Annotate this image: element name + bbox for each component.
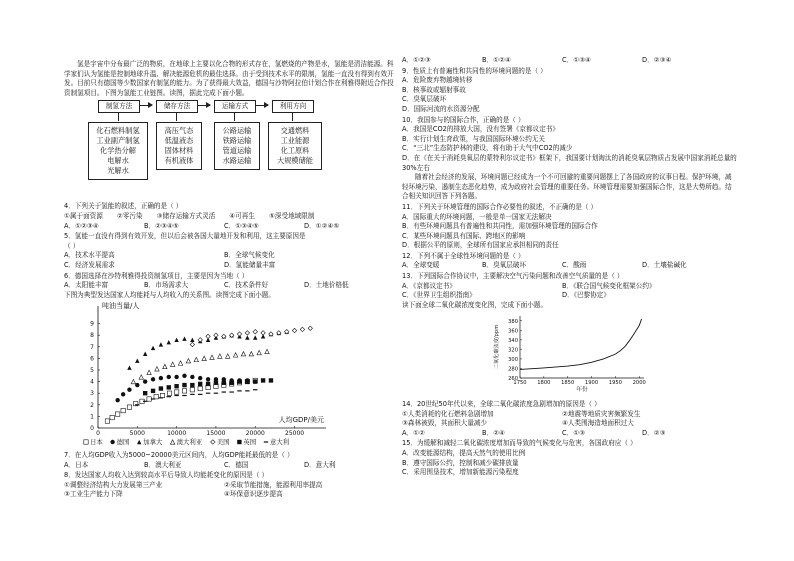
- data-point-3: [226, 354, 230, 358]
- data-point-0: [105, 419, 109, 423]
- data-point-1: [190, 375, 194, 379]
- data-point-1: [167, 375, 171, 379]
- q8-item: ①调整经济结构大力发展第三产业: [64, 480, 163, 489]
- question-7-options: [64, 461, 394, 471]
- data-point-5: [229, 381, 233, 385]
- data-point-0: [174, 390, 178, 394]
- question-10-stem: 10．我国参与的国际合作，正确的是（ ）: [402, 115, 525, 124]
- flow-item: 电解水: [107, 156, 129, 166]
- q6-option-d[interactable]: D．土地价格低: [304, 281, 349, 290]
- q10-option-d[interactable]: D．在《在关于消耗臭氧层的蒙特利尔议定书》框架下，我国要计划淘汰的消耗臭氧层物质占发展中国家消耗总量的30%左右: [402, 153, 737, 172]
- data-point-3: [241, 352, 245, 356]
- question-6-stem: 6．德国选择在沙特利雅得投资制氢项目，主要是因为当地（ ）: [64, 271, 249, 280]
- data-point-3: [233, 353, 237, 357]
- y-tick-label: 280: [508, 366, 518, 373]
- data-point-0: [147, 397, 151, 401]
- data-point-0: [127, 405, 131, 409]
- q8-option-a[interactable]: A．①②③: [402, 56, 431, 64]
- q8-option-b[interactable]: B．①②④: [482, 56, 511, 64]
- question-11-stem: 11．下列关于环境管理的国际合作必要性的叙述，不正确的是（ ）: [402, 202, 598, 211]
- y-tick-label: 4: [90, 378, 94, 386]
- data-point-3: [194, 358, 198, 362]
- data-point-5: [237, 380, 241, 384]
- flow-item: 化学热分解: [100, 146, 136, 156]
- data-point-4: [214, 333, 218, 337]
- data-point-1: [198, 376, 202, 380]
- question-9-stem: 9．性质上有普遍性和共同性的环境问题的是（ ）: [402, 66, 547, 75]
- data-point-5: [174, 384, 178, 388]
- question-8-items: [64, 481, 394, 500]
- y-tick-label: 380: [508, 319, 518, 326]
- y-tick-label: 3: [90, 390, 94, 398]
- flow-item: 交通燃料: [280, 126, 310, 136]
- q14-option-a[interactable]: A．①②: [402, 428, 425, 437]
- x-tick-label: 25000: [285, 430, 305, 438]
- data-point-3: [155, 367, 159, 371]
- flow-box-storage: [156, 122, 202, 170]
- flow-down-arrow-3: [234, 113, 235, 121]
- y-tick-label: 2: [90, 402, 94, 410]
- legend-marker-4: [211, 440, 215, 444]
- data-point-2: [127, 366, 131, 370]
- x-tick-label: 1950: [608, 380, 622, 387]
- data-point-3: [163, 365, 167, 369]
- data-point-5: [206, 382, 210, 386]
- question-14-stem: 14．20世纪50年代以来，全球二氧化碳浓度急剧增加的原因是（ ）: [402, 400, 601, 409]
- intro-2: 下图为典型发达国家人均能耗与人均收入的关系图。读图完成下面小题。: [64, 290, 275, 299]
- question-5-stem: 5．氢能一直没有得到有效开发，但以后会被各国大量地开发和利用，这主要原因是: [64, 232, 306, 241]
- legend-label-0: 日本: [90, 438, 103, 447]
- data-point-5: [214, 381, 218, 385]
- q10-option-c[interactable]: C．“三北”生态防护林的建设，将有助于大气中CO2的减少: [402, 144, 573, 153]
- legend-label-5: 英国: [243, 438, 257, 447]
- question-8-options: [402, 56, 738, 66]
- q14-item: ①人类消耗的化石燃料急剧增加: [402, 409, 494, 418]
- question-4-options: [64, 222, 394, 232]
- data-point-1: [121, 392, 125, 396]
- x-tick-label: 1800: [537, 380, 551, 387]
- y-tick-label: 260: [508, 376, 518, 383]
- flow-item: 公路运输: [222, 126, 252, 136]
- intro-paragraph: 氢是宇宙中分布最广泛的物质，在地球上主要以化合物的形式存在，氢燃烧的产物是水，氢能是清洁能源。科学家们认为氢能是控制地球升温、解决能源危机的最佳选择。由于受到技术水平的限制，氢能一直没有得到有效开发。目前只有德国等少数国家有制氢的能力。为了获得最大效益，德国与沙特阿拉伯计划合作在利雅得附近合作投资制氢项目。下图为氢能工业链图。读图，据此完成下面小题。: [64, 60, 394, 97]
- question-14-options: [402, 429, 738, 439]
- y-tick-label: 8: [90, 332, 94, 340]
- q6-option-a[interactable]: A．太阳能丰富: [64, 281, 109, 290]
- data-point-1: [115, 398, 119, 402]
- q6-option-b[interactable]: B．市场需求大: [144, 281, 189, 290]
- q4-option-d[interactable]: D．①②④⑤: [304, 221, 340, 230]
- q5-option-a[interactable]: A．技术水平提高: [64, 251, 115, 260]
- y-tick-label: 300: [508, 357, 518, 364]
- flow-item: 工业副产制氢: [96, 136, 140, 146]
- q9-option-c[interactable]: C．臭氧层破坏: [402, 95, 447, 104]
- y-axis-label: 吨油当量/人: [102, 302, 140, 311]
- data-point-4: [245, 331, 249, 335]
- data-point-5: [182, 383, 186, 387]
- data-point-4: [198, 338, 202, 342]
- q12-option-d[interactable]: D．土壤盐碱化: [642, 261, 687, 270]
- q4-item: ①属于面资源: [64, 211, 103, 220]
- data-point-0: [198, 387, 202, 391]
- data-point-2: [167, 340, 171, 344]
- data-point-5: [190, 383, 194, 387]
- y-tick-label: 340: [508, 338, 518, 345]
- data-point-4: [300, 328, 304, 332]
- q9-option-d[interactable]: D．国际河流的水资源分配: [402, 104, 480, 113]
- data-point-5: [245, 380, 249, 384]
- y-tick-label: 7: [90, 344, 94, 352]
- energy-gdp-chart-wrap: [76, 300, 394, 450]
- question-5-paren: （ ）: [64, 241, 80, 250]
- data-point-3: [131, 380, 135, 384]
- data-point-1: [174, 375, 178, 379]
- data-point-3: [178, 361, 182, 365]
- flow-item: 化石燃料制氢: [96, 126, 140, 136]
- flow-item: 水路运输: [222, 156, 252, 166]
- q11-option-b[interactable]: B．有些环境问题具有普遍性和共同性，需加强环境管理的国际合作: [402, 222, 598, 231]
- q8-item: ③工业生产能力下降: [64, 490, 123, 499]
- flow-header-storage: 储存方法: [156, 100, 198, 113]
- data-point-1: [143, 380, 147, 384]
- q8-item: ④环保意识逐步提高: [224, 490, 283, 499]
- legend-label-4: 美国: [216, 438, 230, 447]
- data-point-3: [265, 350, 269, 354]
- x-tick-label: 10000: [167, 430, 187, 438]
- data-point-1: [151, 377, 155, 381]
- question-15-stem: 15．为缓解和减轻二氧化碳浓度增加而导致的气候变化与危害，各国政府应（ ）: [402, 439, 637, 448]
- data-point-5: [253, 380, 257, 384]
- flow-box-production: [88, 122, 148, 180]
- data-point-0: [160, 394, 164, 398]
- data-point-2: [135, 359, 139, 363]
- data-point-5: [222, 381, 226, 385]
- data-point-4: [253, 330, 257, 334]
- data-point-0: [154, 395, 158, 399]
- x-tick-label: 1900: [584, 380, 599, 387]
- q13-option-d[interactable]: D．《巴黎协定》: [562, 291, 610, 300]
- y-tick-label: 360: [508, 328, 518, 335]
- data-point-0: [167, 391, 171, 395]
- q4-option-b[interactable]: B．②③④⑤: [144, 221, 179, 230]
- q14-option-b[interactable]: B．②④: [482, 428, 505, 437]
- data-point-0: [190, 388, 194, 392]
- question-14-items: [402, 410, 738, 429]
- q14-item: ④人类围海造地面积过大: [562, 419, 634, 428]
- flow-header-production: 制氢方法: [98, 100, 140, 113]
- legend-label-6: 意大利: [270, 438, 290, 447]
- data-point-2: [151, 346, 155, 350]
- flow-box-transport: [214, 122, 260, 170]
- flow-item: 高压气态: [164, 126, 194, 136]
- x-tick-label: 15000: [206, 430, 226, 438]
- question-5-options: [64, 251, 394, 270]
- x-tick-label: 2000: [632, 380, 646, 387]
- data-point-3: [170, 362, 174, 366]
- data-point-4: [206, 334, 210, 338]
- data-point-0: [115, 412, 119, 416]
- y-axis-label: 二氧化碳浓度/ppm: [494, 325, 500, 370]
- q4-option-c[interactable]: C．①③④⑤: [224, 221, 259, 230]
- co2-chart-wrap: [492, 312, 738, 398]
- legend-marker-3: [170, 440, 174, 444]
- q8-option-d[interactable]: D．②③④: [642, 56, 672, 64]
- data-point-3: [139, 375, 143, 379]
- question-6-options: [64, 281, 394, 291]
- q4-item: ⑤深受地域限制: [268, 211, 315, 220]
- legend-label-3: 澳大利亚: [176, 438, 203, 447]
- data-point-2: [245, 336, 249, 340]
- x-axis-label: 人均GDP/美元: [278, 416, 324, 425]
- data-point-4: [190, 343, 194, 347]
- data-point-3: [249, 352, 253, 356]
- q4-item: ④可再生: [229, 211, 255, 220]
- q7-option-c[interactable]: C．德国: [224, 460, 249, 469]
- question-7-stem: 7．在人均GDP收入为5000~20000美元区间内，人均GDP能耗最低的是（ ）: [64, 450, 294, 459]
- data-point-2: [190, 338, 194, 342]
- x-tick-label: 1750: [513, 380, 527, 387]
- legend-label-2: 加拿大: [143, 438, 163, 447]
- data-point-4: [261, 331, 265, 335]
- data-point-1: [206, 377, 210, 381]
- data-point-3: [186, 359, 190, 363]
- q9-option-a[interactable]: A．危险废弃物越境转移: [402, 76, 473, 85]
- flow-item: 低温液态: [164, 136, 194, 146]
- question-4-stem: 4．下列关于氢能的叙述，正确的是（ ）: [64, 202, 183, 211]
- co2-concentration-line-chart: [492, 312, 652, 394]
- q11-option-c[interactable]: C．某些环境问题具有国际、跨地区的影响: [402, 231, 526, 240]
- flow-item: 光解水: [107, 166, 129, 176]
- q14-option-c[interactable]: C．①③: [562, 428, 586, 437]
- q4-item: ③储存运输方式灵活: [156, 211, 216, 220]
- flow-arrow-2: [198, 105, 210, 106]
- q4-item: ②零污染: [116, 211, 143, 220]
- data-point-1: [182, 374, 186, 378]
- flow-header-usage: 利用方向: [272, 100, 314, 113]
- q6-option-c[interactable]: C．技术条件好: [224, 281, 269, 290]
- x-tick-label: 5000: [129, 430, 145, 438]
- y-tick-label: 9: [90, 320, 94, 328]
- x-axis-label: 年份: [576, 387, 588, 394]
- flow-item: 固体材料: [164, 146, 194, 156]
- x-tick-label: 0: [96, 430, 100, 438]
- question-12-options: [402, 261, 738, 271]
- data-point-5: [167, 386, 171, 390]
- co2-series-line: [520, 319, 642, 370]
- data-point-2: [143, 352, 147, 356]
- y-tick-label: 1: [90, 413, 94, 421]
- data-point-2: [182, 337, 186, 341]
- data-point-4: [237, 332, 241, 336]
- q9-option-b[interactable]: B．核事故或辐射事故: [402, 85, 466, 94]
- question-13-options: [402, 282, 738, 301]
- data-point-5: [159, 387, 163, 391]
- data-point-2: [174, 338, 178, 342]
- data-point-1: [127, 388, 131, 392]
- data-point-3: [257, 351, 261, 355]
- q13-option-c[interactable]: C．《世界卫生组织指南》: [402, 291, 476, 300]
- hydrogen-flow-diagram: [98, 100, 394, 200]
- flow-down-arrow-2: [176, 113, 177, 121]
- data-point-4: [292, 329, 296, 333]
- data-point-0: [110, 416, 114, 420]
- flow-item: 化工原料: [280, 146, 310, 156]
- legend-marker-1: [110, 440, 114, 444]
- data-point-0: [121, 409, 125, 413]
- y-tick-label: 320: [508, 347, 518, 354]
- q12-option-c[interactable]: C．酸雨: [562, 261, 587, 270]
- q14-item: ②地震等地质灾害频繁发生: [562, 409, 641, 418]
- q5-option-d[interactable]: D．氢能储量丰富: [224, 260, 276, 269]
- data-point-0: [182, 389, 186, 393]
- flow-header-transport: 运输方式: [214, 100, 256, 113]
- data-point-5: [143, 391, 147, 395]
- flow-item: 工业能源: [280, 136, 310, 146]
- q10-option-a[interactable]: A．我国是CO2的排放大国，没有签署《京都议定书》: [402, 125, 559, 134]
- flow-item: 有机液体: [164, 156, 194, 166]
- x-tick-label: 20000: [245, 430, 265, 438]
- legend-label-1: 德国: [116, 438, 130, 447]
- left-column: [64, 60, 394, 500]
- legend-marker-5: [237, 440, 241, 444]
- q10-option-b[interactable]: B．实行计划生育政策，与我国国际环境公约无关: [402, 134, 545, 143]
- q5-option-c[interactable]: C．经济发展需求: [64, 260, 115, 269]
- q15-option-c[interactable]: C．采用围垦技术，增加新能源污染程度: [402, 468, 519, 477]
- x-tick-label: 1850: [561, 380, 575, 387]
- q8-option-c[interactable]: C．①③④: [562, 56, 591, 64]
- question-13-stem: 13．下列国际合作协议中，主要解决空气污染问题和改善空气质量的是（ ）: [402, 272, 624, 281]
- q7-option-d[interactable]: D．意大利: [304, 460, 336, 469]
- question-12-stem: 12．下列不属于全球性环境问题的是（ ）: [402, 251, 525, 260]
- q7-option-a[interactable]: A．日本: [64, 460, 89, 469]
- q15-option-a[interactable]: A．改变能源结构，提高天然气的使用比例: [402, 449, 526, 457]
- right-column: [402, 56, 738, 478]
- q14-item: ③森林被毁，其面积大量减少: [402, 419, 488, 428]
- data-point-3: [218, 354, 222, 358]
- y-tick-label: 5: [90, 367, 94, 375]
- q14-option-d[interactable]: D．②③: [642, 428, 666, 437]
- q11-option-d[interactable]: D．根据公平的原则，全球所有国家应承担相同的责任: [402, 241, 559, 250]
- intro-3: 随着社会经济的发展，环境问题已经成为一个不可回避的重要问题摆上了各国政府的议事日程。保护环境，减轻环境污染，遏制生态恶化趋势，成为政府社会管理的重要任务。环境管理需要加强国际合作，这是大势所趋。结合相关知识回答下列各题。: [402, 173, 732, 201]
- data-point-5: [198, 382, 202, 386]
- flow-down-arrow-4: [292, 113, 293, 121]
- energy-gdp-scatter-chart: [76, 300, 336, 446]
- flow-item: 大规模储能: [277, 156, 313, 166]
- q12-option-b[interactable]: B．臭氧层破坏: [482, 261, 527, 270]
- flow-arrow-3: [256, 105, 268, 106]
- q8-item: ②采取节能措施，能源利用率提高: [224, 480, 323, 489]
- data-point-3: [202, 357, 206, 361]
- data-point-3: [210, 355, 214, 359]
- data-point-5: [269, 379, 273, 383]
- flow-arrow-1: [140, 105, 152, 106]
- question-8-stem: 8．发达国家人均收入达到较高水平后导致人均能耗变化的原因是（ ）: [64, 471, 269, 480]
- question-4-items: [64, 212, 394, 222]
- q7-option-b[interactable]: B．澳大利亚: [144, 460, 182, 469]
- q11-option-a[interactable]: A．国际重大的环境问题，一般是单一国家无法解决: [402, 212, 552, 221]
- q5-option-b[interactable]: B．全球气候变化: [224, 251, 275, 260]
- q4-option-a[interactable]: A．①②③④: [64, 221, 99, 230]
- legend-marker-2: [137, 440, 141, 444]
- q13-option-b[interactable]: B．《联合国气候变化框架公约》: [562, 281, 656, 290]
- y-tick-label: 6: [90, 355, 94, 363]
- q13-option-a[interactable]: A．《京都议定书》: [402, 281, 456, 290]
- intro-4: 读下面全球二氧化碳浓度变化图，完成下面小题。: [402, 300, 548, 309]
- data-point-1: [159, 376, 163, 380]
- flow-down-arrow-1: [118, 113, 119, 121]
- data-point-3: [147, 370, 151, 374]
- q12-option-a[interactable]: A．全球变暖: [402, 261, 440, 270]
- legend-marker-0: [84, 440, 88, 444]
- data-point-2: [253, 336, 257, 340]
- q15-option-b[interactable]: B．遵守国际公约，控制和减少碳排放量: [402, 458, 519, 467]
- flow-item: 铁路运输: [222, 136, 252, 146]
- data-point-4: [308, 326, 312, 330]
- flow-box-usage: [268, 122, 322, 170]
- data-point-5: [261, 379, 265, 383]
- data-point-5: [151, 389, 155, 393]
- flow-item: 管道运输: [222, 146, 252, 156]
- y-tick-label: 0: [90, 425, 94, 433]
- data-point-2: [159, 343, 163, 347]
